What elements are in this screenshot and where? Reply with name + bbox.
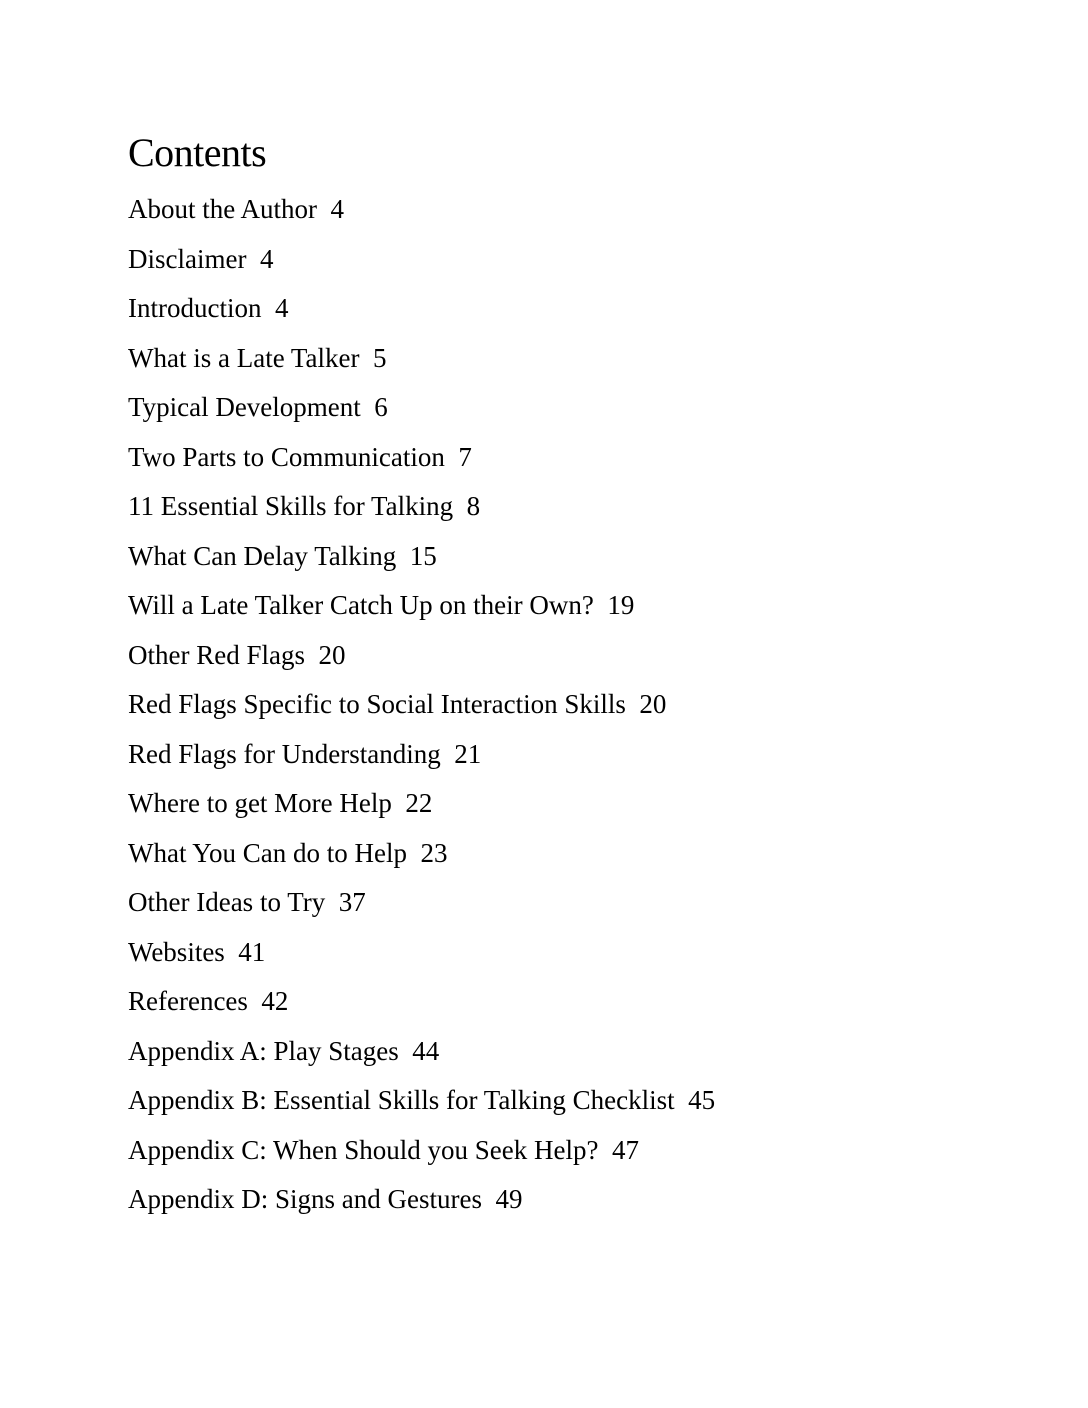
toc-entry: Will a Late Talker Catch Up on their Own? 19: [128, 590, 635, 620]
toc-entry: Typical Development 6: [128, 392, 388, 422]
toc-entry: Other Red Flags 20: [128, 639, 346, 670]
toc-entry: Two Parts to Communication 7: [128, 441, 472, 472]
toc-entry: Appendix B: Essential Skills for Talking Checklist 45: [128, 1085, 716, 1115]
table-of-contents: [128, 188, 715, 1228]
toc-entry: What You Can do to Help 23: [128, 837, 448, 868]
toc-entry: Where to get More Help 22: [128, 788, 433, 818]
toc-entry: Red Flags for Understanding 21: [128, 738, 482, 769]
toc-entry: References 42: [128, 986, 289, 1016]
toc-entry: 11 Essential Skills for Talking 8: [128, 491, 481, 521]
page-title: Contents: [128, 130, 267, 175]
toc-entry: Introduction 4: [128, 293, 289, 323]
toc-entry: Other Ideas to Try 37: [128, 887, 366, 917]
toc-entry: Red Flags Specific to Social Interaction Skills 20: [128, 689, 667, 719]
toc-entry: What Can Delay Talking 15: [128, 540, 437, 571]
toc-entry: Disclaimer 4: [128, 243, 274, 274]
toc-entry: About the Author 4: [128, 194, 344, 224]
toc-entry: Appendix D: Signs and Gestures 49: [128, 1184, 523, 1214]
toc-entry: Appendix C: When Should you Seek Help? 47: [128, 1134, 639, 1165]
toc-entry: Appendix A: Play Stages 44: [128, 1035, 440, 1066]
toc-entry: What is a Late Talker 5: [128, 342, 387, 373]
toc-entry: Websites 41: [128, 936, 266, 967]
